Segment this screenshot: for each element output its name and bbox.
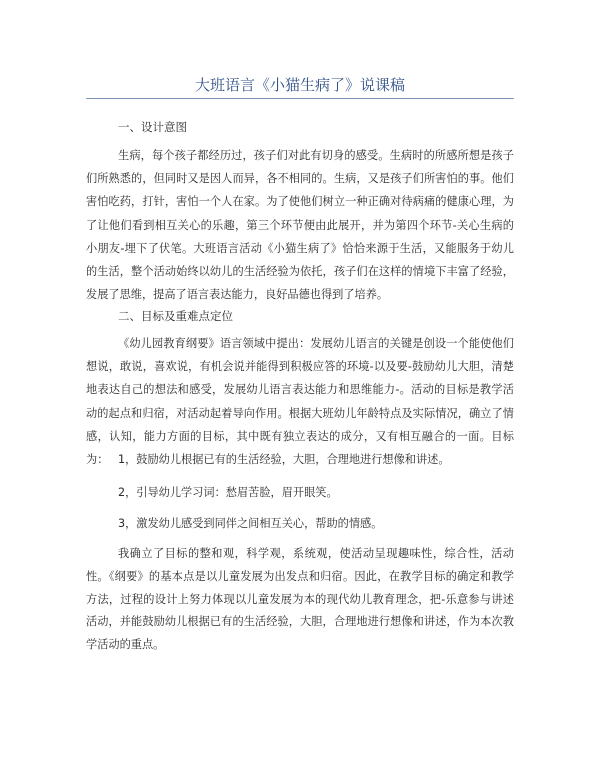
goal-item-3: 3，激发幼儿感受到同伴之间相互关心，帮助的情感。 (118, 517, 383, 530)
goal-item-2: 2，引导幼儿学习词：愁眉苦脸，眉开眼笑。 (118, 486, 338, 499)
goal-item-1: 1，鼓励幼儿根据已有的生活经验，大胆，合理地进行想像和讲述。 (118, 453, 450, 466)
design-intent-paragraph: 生病，每个孩子都经历过，孩子们对此有切身的感受。生病时的所感所想是孩子们所熟悉的，但同时又是因人而异，各不相同的。生病，又是孩子们所害怕的事。他们害怕吃药，打针，害怕一个人在家。为了使他们树立一种正确对待病痛的健康心理，为了让他们看到相互关心的乐趣，第三个环节便由此展开，并为第四个环节-关心生病的小朋友-埋下了伏笔。大班语言活动《小猫生病了》恰恰来源于生活，又能服务于幼儿的生活，整个活动始终以幼儿的生活经验为依托，孩子们在这样的情境下丰富了经验，发展了思维，提高了语言表达能力，良好品德也得到了培养。 (86, 149, 514, 302)
title-divider (86, 98, 514, 99)
section-heading-goals: 二、目标及重难点定位 (118, 309, 233, 323)
section-heading-design-intent: 一、设计意图 (118, 120, 187, 134)
goals-intro-paragraph: 《幼儿园教育纲要》语言领域中提出：发展幼儿语言的关键是创设一个能使他们想说，敢说，喜欢说，有机会说并能得到积极应答的环境-以及要-鼓励幼儿大胆，清楚地表达自己的想法和感受，发展幼儿语言表达能力和思维能力-。活动的目标是教学活动的起点和归宿，对活动起着导向作用。根据大班幼儿年龄特点及实际情况，确立了情感，认知，能力方面的目标，其中既有独立表达的成分，又有相互融合的一面。目标为： (86, 337, 514, 467)
document-title: 大班语言《小猫生病了》说课稿 (194, 76, 405, 94)
closing-paragraph: 我确立了目标的整和观，科学观，系统观，使活动呈现趣味性，综合性，活动性。《纲要》的基本点是以儿童发展为出发点和归宿。因此，在教学目标的确定和教学方法，过程的设计上努力体现以儿童发展为本的现代幼儿教育理念，把-乐意参与讲述活动，并能鼓励幼儿根据已有的生活经验，大胆，合理地进行想像和讲述，作为本次教学活动的重点。 (86, 547, 514, 652)
